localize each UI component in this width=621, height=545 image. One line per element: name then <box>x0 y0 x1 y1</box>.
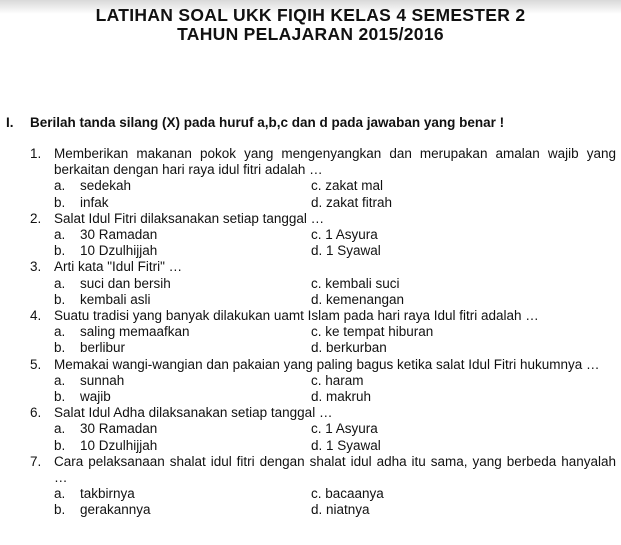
question-text <box>30 308 616 324</box>
question-number: 5. <box>30 356 42 372</box>
question-7 <box>30 454 616 519</box>
page-title: LATIHAN SOAL UKK FIQIH KELAS 4 SEMESTER 2 <box>95 5 526 25</box>
question-text <box>30 211 616 227</box>
page-subtitle: TAHUN PELAJARAN 2015/2016 <box>177 24 444 44</box>
question-3 <box>30 259 616 308</box>
question-6 <box>30 405 616 454</box>
option-c: c. bacaanya <box>311 486 384 502</box>
option-a: a. sunnah <box>54 372 125 388</box>
section-instruction <box>6 114 616 132</box>
option-c: c. zakat mal <box>311 178 384 194</box>
option-d: d. 1 Syawal <box>311 437 381 453</box>
question-2 <box>30 211 616 260</box>
section-number: I. <box>6 115 14 130</box>
question-text <box>30 454 616 486</box>
question-number: 7. <box>30 453 42 469</box>
option-a: a. takbirnya <box>54 486 135 502</box>
question-list <box>30 146 616 519</box>
question-number: 2. <box>30 210 42 226</box>
option-b: b. 10 Dzulhijjah <box>54 437 158 453</box>
question-1 <box>30 146 616 211</box>
option-c: c. 1 Asyura <box>311 227 378 243</box>
question-body: Memberikan makanan pokok yang mengenyangkan dan merupakan amalan wajib yang berkaitan dengan hari raya idul fitri adalah … <box>54 146 616 178</box>
option-b: b. berlibur <box>54 340 126 356</box>
question-text <box>30 146 616 178</box>
option-a: a. suci dan bersih <box>54 275 171 291</box>
question-number: 4. <box>30 308 42 324</box>
question-body: Arti kata "Idul Fitri" … <box>54 259 183 275</box>
option-d: d. berkurban <box>311 340 387 356</box>
question-text <box>30 259 616 275</box>
option-a: a. sedekah <box>54 178 132 194</box>
instruction-text: Berilah tanda silang (X) pada huruf a,b,c dan d pada jawaban yang benar ! <box>30 115 505 130</box>
question-body: Salat Idul Fitri dilaksanakan setiap tanggal … <box>54 210 325 226</box>
option-c: c. 1 Asyura <box>311 421 378 437</box>
option-d: d. makruh <box>311 389 372 405</box>
question-number: 3. <box>30 259 42 275</box>
option-b: b. gerakannya <box>54 502 151 518</box>
question-5 <box>30 357 616 406</box>
option-d: d. kemenangan <box>311 291 405 307</box>
option-d: d. 1 Syawal <box>311 243 381 259</box>
option-a: a. 30 Ramadan <box>54 227 158 243</box>
option-d: d. niatnya <box>311 502 370 518</box>
option-b: b. wajib <box>54 389 111 405</box>
option-c: c. ke tempat hiburan <box>311 324 434 340</box>
question-number: 1. <box>30 146 42 161</box>
question-text <box>30 357 616 373</box>
question-4 <box>30 308 616 357</box>
question-number: 6. <box>30 405 42 421</box>
option-a: a. 30 Ramadan <box>54 421 158 437</box>
option-d: d. zakat fitrah <box>311 194 393 210</box>
option-c: c. haram <box>311 372 364 388</box>
option-b: b. kembali asli <box>54 291 151 307</box>
option-c: c. kembali suci <box>311 275 400 291</box>
option-b: b. infak <box>54 194 109 210</box>
question-body: Cara pelaksanaan shalat idul fitri dengan shalat idul adha itu sama, yang berbeda hanyalah … <box>54 453 616 486</box>
question-body: Memakai wangi-wangian dan pakaian yang paling bagus ketika salat Idul Fitri hukumnya … <box>54 356 600 372</box>
question-text <box>30 405 616 421</box>
option-b: b. 10 Dzulhijjah <box>54 243 158 259</box>
question-body: Suatu tradisi yang banyak dilakukan uamt Islam pada hari raya Idul fitri adalah … <box>54 308 539 324</box>
option-a: a. saling memaafkan <box>54 324 190 340</box>
question-body: Salat Idul Adha dilaksanakan setiap tanggal … <box>54 405 333 421</box>
